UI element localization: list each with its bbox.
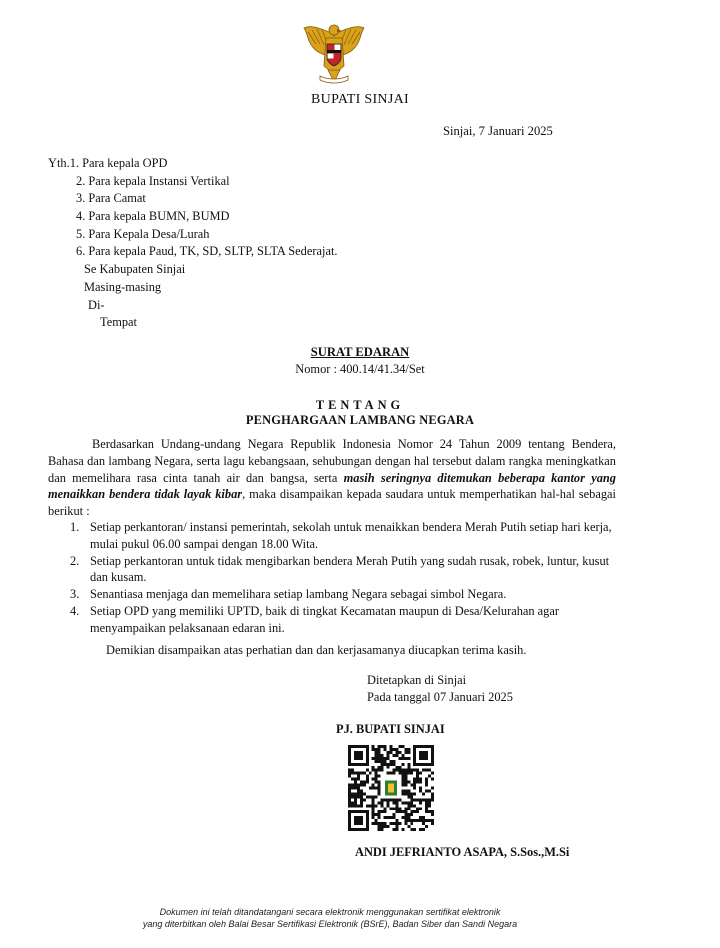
tentang-label: TENTANG bbox=[315, 398, 405, 412]
list-item bbox=[70, 603, 618, 637]
addressee-item: 4. Para kepala BUMN, BUMD bbox=[76, 209, 230, 224]
paragraph-emphasis: masih seringnya ditemukan beberapa kantor yang menaikkan bendera tidak layak kibar bbox=[48, 470, 616, 502]
addressee-list bbox=[48, 155, 338, 332]
list-number: 2. bbox=[70, 553, 80, 568]
garuda-pancasila-emblem-icon bbox=[298, 20, 370, 90]
paragraph-text: Berdasarkan Undang-undang Negara Republik Indonesia Nomor 24 Tahun 2009 tentang Bendera, Bahasa dan lambang Negara, serta lagu kebangsaan, sehubungan dengan hal tersebut dalam rangka meningkatkan dan memelihara rasa cinta tanah air dan bangsa, serta bbox=[48, 437, 616, 485]
list-number: 3. bbox=[70, 587, 80, 602]
letter-date: Sinjai, 7 Januari 2025 bbox=[443, 124, 553, 138]
addressee-item: 6. Para kepala Paud, TK, SD, SLTP, SLTA Sederajat. bbox=[76, 244, 338, 259]
closing-sentence: Demikian disampaikan atas perhatian dan dan kerjasamanya diucapkan terima kasih. bbox=[106, 643, 527, 657]
letter-number: Nomor : 400.14/41.34/Set bbox=[295, 362, 425, 376]
list-number: 4. bbox=[70, 603, 80, 618]
footer-line-2: yang diterbitkan oleh Balai Besar Sertifikasi Elektronik (BSrE), Badan Siber dan Sandi Negara bbox=[142, 919, 518, 929]
addressee-tempat: Tempat bbox=[100, 315, 137, 330]
addressee-text: 1. Para kepala OPD bbox=[69, 156, 168, 170]
list-text: Senantiasa menjaga dan memelihara setiap lambang Negara sebagai simbol Negara. bbox=[90, 587, 507, 602]
letter-subject: PENGHARGAAN LAMBANG NEGARA bbox=[245, 413, 475, 427]
instruction-list bbox=[70, 519, 618, 637]
footer-line-1: Dokumen ini telah ditandatangani secara elektronik menggunakan sertifikat elektronik bbox=[159, 907, 501, 917]
letter-title: SURAT EDARAN bbox=[310, 345, 410, 359]
addressee-masing: Masing-masing bbox=[84, 279, 162, 294]
yth-label: Yth. bbox=[48, 156, 70, 170]
qr-code-icon[interactable] bbox=[348, 745, 434, 831]
signer-name: ANDI JEFRIANTO ASAPA, S.Sos.,M.Si bbox=[355, 845, 570, 859]
paragraph-text-end: , maka disampaikan kepada saudara untuk memperhatikan hal-hal sebagai berikut : bbox=[48, 487, 616, 519]
addressee-item bbox=[48, 155, 338, 173]
addressee-item: 5. Para Kepala Desa/Lurah bbox=[76, 226, 210, 241]
list-text: Setiap perkantoran untuk tidak mengibarkan bendera Merah Putih yang sudah rusak, robek, luntur, kusut dan kusam. bbox=[90, 553, 610, 585]
list-item bbox=[70, 553, 618, 587]
list-text: Setiap perkantoran/ instansi pemerintah, sekolah untuk menaikkan bendera Merah Putih setiap hari kerja, mulai pukul 06.00 sampai dengan 18.00 Wita. bbox=[90, 520, 612, 551]
list-item bbox=[70, 519, 618, 553]
tanggal-line: Pada tanggal 07 Januari 2025 bbox=[367, 690, 513, 704]
list-text: Setiap OPD yang memiliki UPTD, baik di tingkat Kecamatan maupun di Desa/Kelurahan agar menyampaikan pelaksanaan edaran ini. bbox=[90, 603, 560, 635]
addressee-item: 3. Para Camat bbox=[76, 191, 146, 206]
addressee-location: Se Kabupaten Sinjai bbox=[84, 262, 186, 277]
issuer-title: BUPATI SINJAI bbox=[311, 92, 409, 107]
list-number: 1. bbox=[70, 520, 80, 534]
signer-position: PJ. BUPATI SINJAI bbox=[336, 722, 445, 736]
signature-place-date bbox=[367, 672, 513, 706]
addressee-di: Di- bbox=[88, 297, 105, 312]
body-paragraph bbox=[48, 436, 616, 520]
list-item bbox=[70, 586, 618, 603]
addressee-item: 2. Para kepala Instansi Vertikal bbox=[76, 173, 230, 188]
ditetapkan-line: Ditetapkan di Sinjai bbox=[367, 673, 467, 687]
